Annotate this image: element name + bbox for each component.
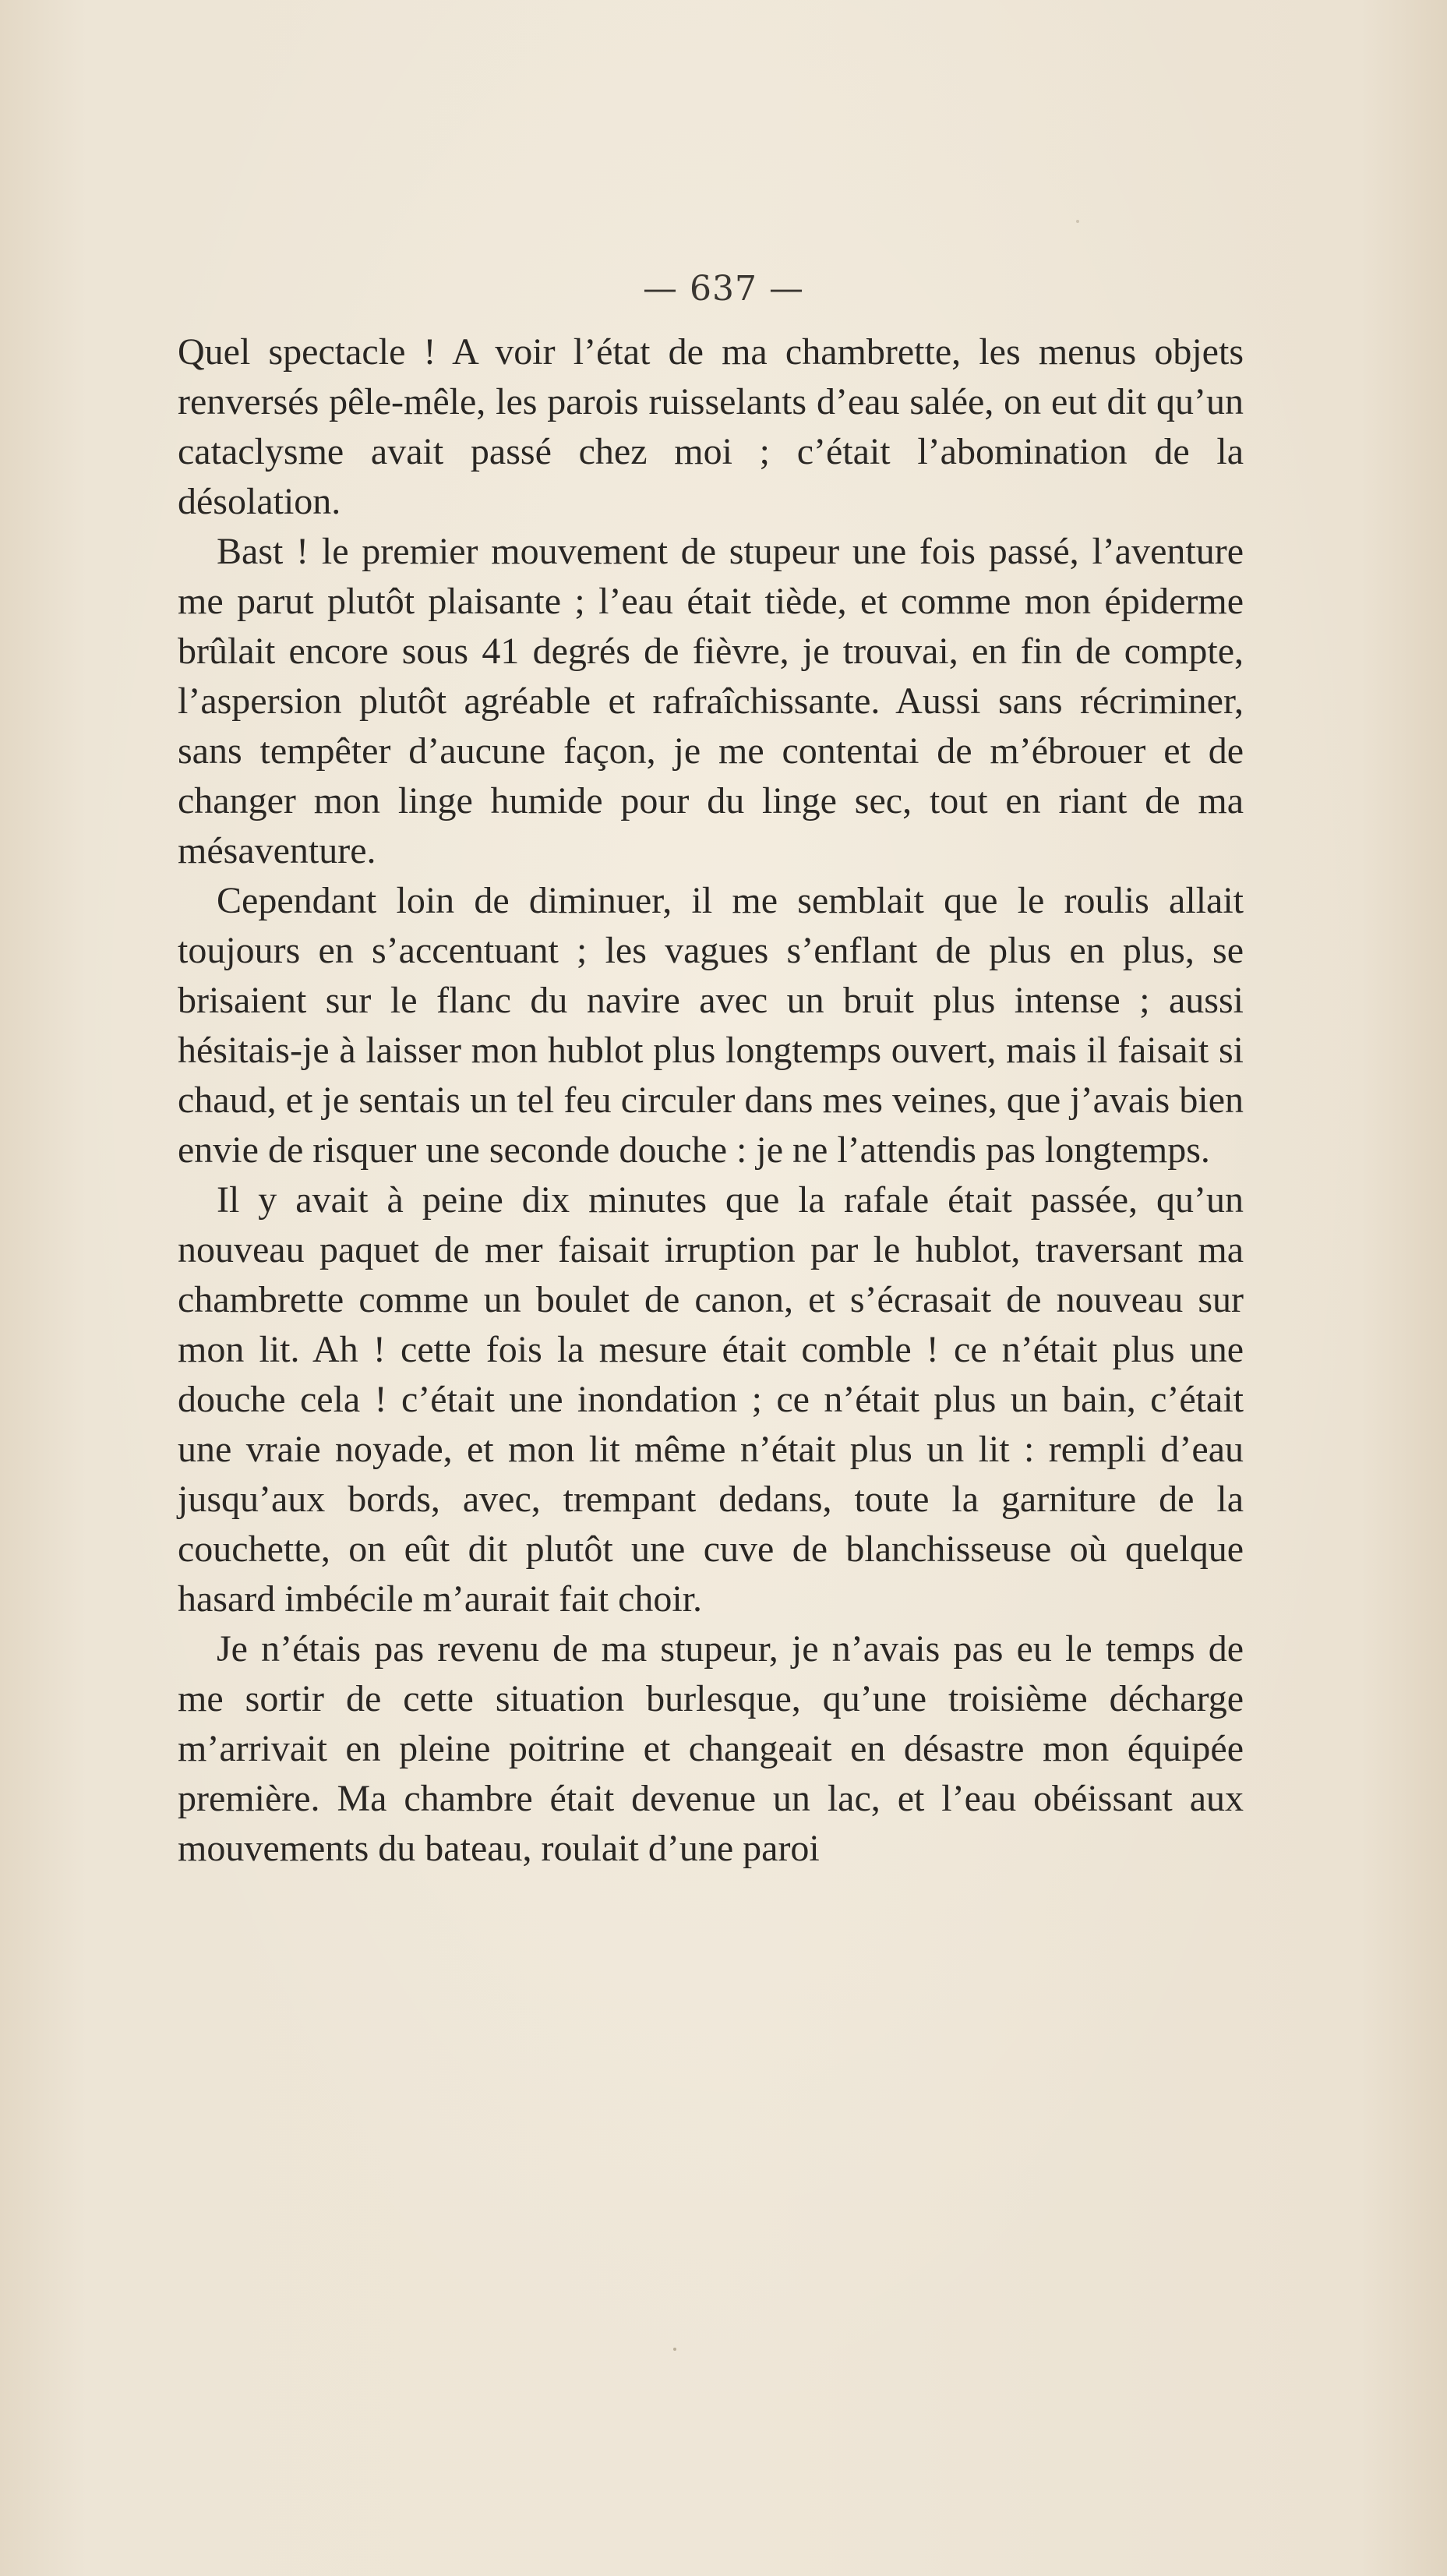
paragraph-1: Quel spectacle ! A voir l’état de ma chambrette, les menus objets renversés pêle-mêle, les parois ruisselants d’eau salée, on eut dit qu’un cataclysme avait passé chez moi ; c’était l’abomination de la désolation. xyxy=(178,331,1244,522)
paragraph-2: Bast ! le premier mouvement de stupeur une fois passé, l’aventure me parut plutôt plaisante ; l’eau était tiède, et comme mon épiderme brûlait encore sous 41 degrés de fièvre, je trouvai, en fin de compte, l’aspersion plutôt agréable et rafraîchissante. Aussi sans récriminer, sans tempêter d’aucune façon, je me contentai de m’ébrouer et de changer mon linge humide pour du linge sec, tout en riant de ma mésaventure. xyxy=(178,531,1244,871)
paragraph-4: Il y avait à peine dix minutes que la rafale était passée, qu’un nouveau paquet de mer faisait irruption par le hublot, traversant ma chambrette comme un boulet de canon, et s’écrasait de nouveau sur mon lit. Ah ! cette fois la mesure était comble ! ce n’était plus une douche cela ! c’était une inondation ; ce n’était plus un bain, c’était une vraie noyade, et mon lit même n’était plus un lit : rempli d’eau jusqu’aux bords, avec, trempant dedans, toute la garniture de la couchette, on eût dit plutôt une cuve de blanchisseuse où quelque hasard imbécile m’aurait fait choir. xyxy=(178,1179,1244,1620)
paper-speck xyxy=(1076,220,1079,223)
page-number: — 637 — xyxy=(643,269,804,309)
paragraph-5: Je n’étais pas revenu de ma stupeur, je n’avais pas eu le temps de me sortir de cette situation burlesque, qu’une troisième décharge m’arrivait en pleine poitrine et changeait en désastre mon équipée première. Ma chambre était devenue un lac, et l’eau obéissant aux mouvements du bateau, roulait d’une paroi xyxy=(178,1628,1244,1869)
body-text xyxy=(178,327,1244,1874)
paper-speck xyxy=(673,2348,676,2351)
paragraph-3: Cependant loin de diminuer, il me semblait que le roulis allait toujours en s’accentuant ; les vagues s’enflant de plus en plus, se brisaient sur le flanc du navire avec un bruit plus intense ; aussi hésitais-je à laisser mon hublot plus longtemps ouvert, mais il faisait si chaud, et je sentais un tel feu circuler dans mes veines, que j’avais bien envie de risquer une seconde douche : je ne l’attendis pas longtemps. xyxy=(178,880,1244,1171)
